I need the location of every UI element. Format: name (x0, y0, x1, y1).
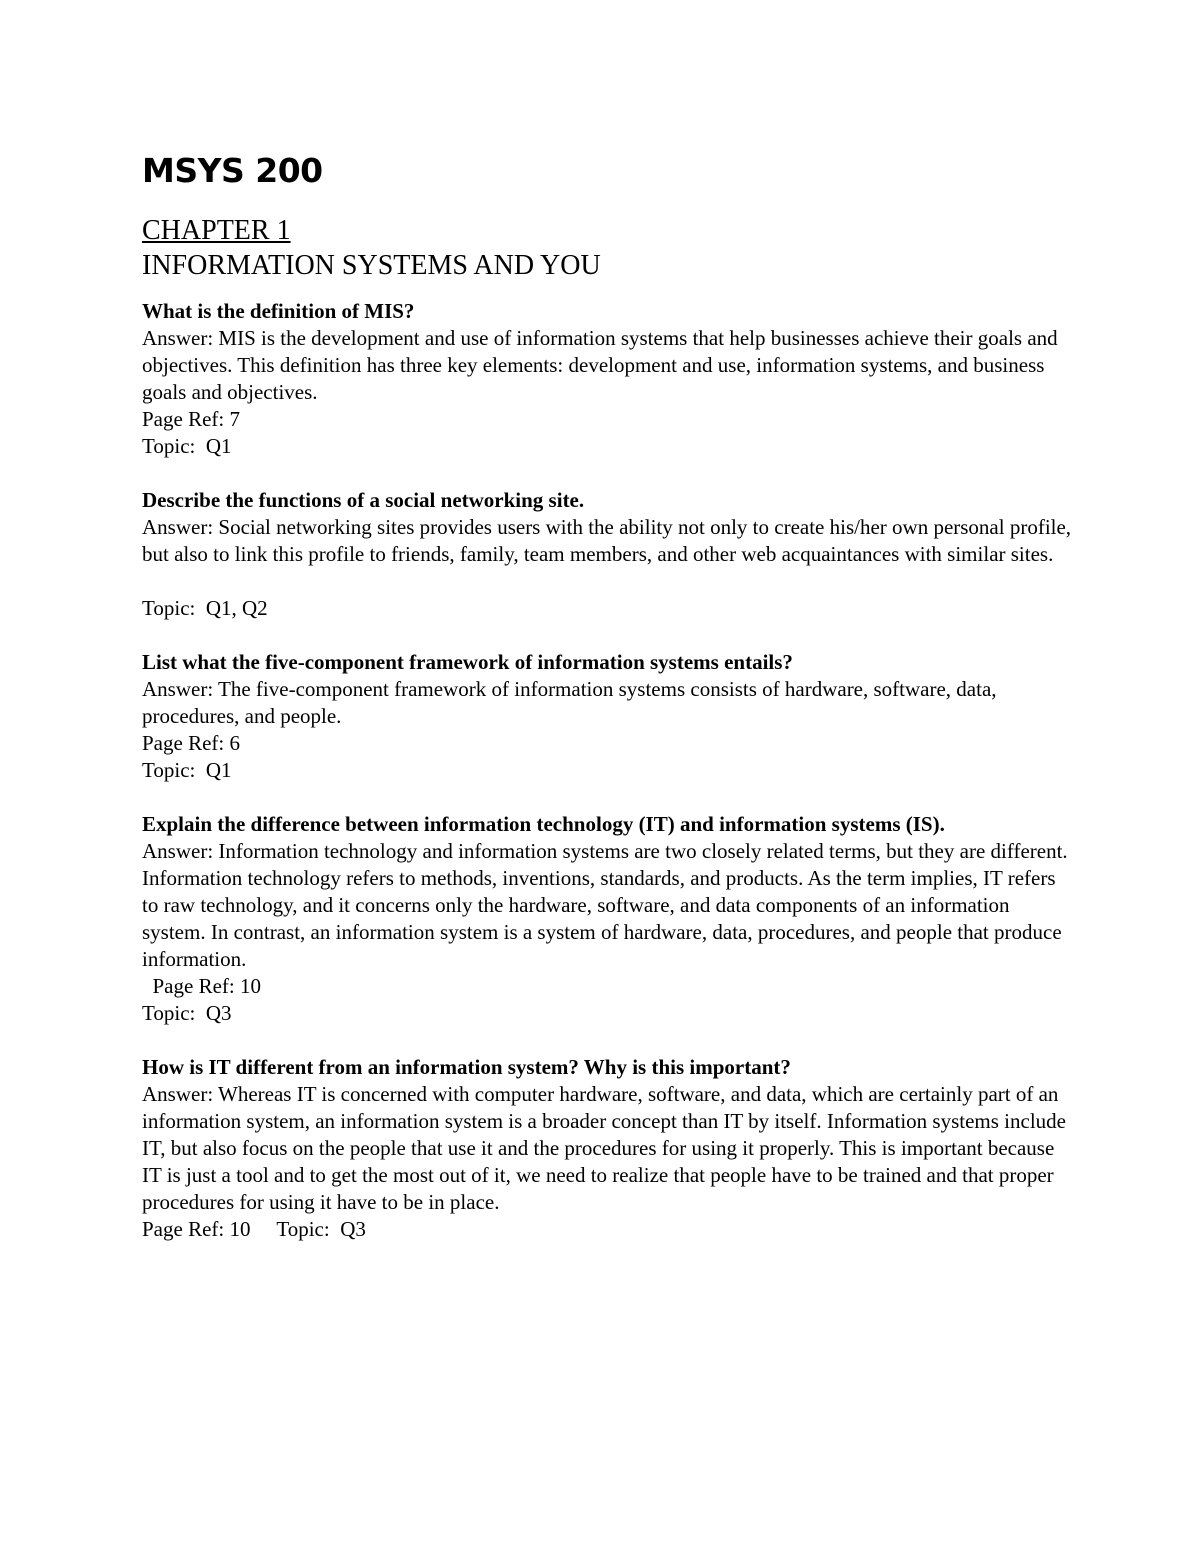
qa-item-4 (142, 811, 1072, 1027)
answer-text: Answer: The five-component framework of information systems consists of hardware, software, data, procedures, and people. (142, 677, 997, 728)
chapter-label: CHAPTER 1 (142, 215, 291, 246)
qa-item-1 (142, 298, 1072, 460)
course-title: MSYS 200 (142, 151, 323, 190)
answer-text: Answer: Whereas IT is concerned with computer hardware, software, and data, which are certainly part of an information system, an information system is a broader concept than IT by itself. Information systems include IT, but also focus on the people that use it and the procedures for using it properly. This is important because IT is just a tool and to get the most out of it, we need to realize that people have to be trained and that proper procedures for using it have to be in place. (142, 1082, 1066, 1214)
page-ref: Page Ref: 6 (142, 731, 240, 755)
topic: Topic: Q1, Q2 (142, 596, 268, 620)
page-ref: Page Ref: 7 (142, 407, 240, 431)
topic: Topic: Q1 (142, 758, 232, 782)
question-text: How is IT different from an information system? Why is this important? (142, 1055, 791, 1079)
question-text: What is the definition of MIS? (142, 299, 415, 323)
page-ref-topic: Page Ref: 10 Topic: Q3 (142, 1217, 366, 1241)
qa-item-3 (142, 649, 1072, 784)
qa-item-2 (142, 487, 1072, 622)
chapter-title: INFORMATION SYSTEMS AND YOU (142, 250, 601, 281)
document-page (142, 148, 1072, 1270)
answer-text: Answer: Social networking sites provides users with the ability not only to create his/her own personal profile, but also to link this profile to friends, family, team members, and other web acquaintances with similar sites. (142, 515, 1072, 566)
qa-item-5 (142, 1054, 1072, 1243)
topic: Topic: Q1 (142, 434, 232, 458)
topic: Topic: Q3 (142, 1001, 232, 1025)
question-text: Describe the functions of a social networking site. (142, 488, 585, 512)
question-text: List what the five-component framework of information systems entails? (142, 650, 793, 674)
answer-text: Answer: Information technology and information systems are two closely related terms, but they are different. Information technology refers to methods, inventions, standards, and products. As the term implies, IT refers to raw technology, and it concerns only the hardware, software, and data components of an information system. In contrast, an information system is a system of hardware, data, procedures, and people that produce information. (142, 839, 1068, 971)
blank-line (142, 568, 1072, 595)
page-ref: Page Ref: 10 (142, 974, 261, 998)
question-text: Explain the difference between information technology (IT) and information systems (IS). (142, 812, 945, 836)
answer-text: Answer: MIS is the development and use of information systems that help businesses achieve their goals and objectives. This definition has three key elements: development and use, information systems, and business goals and objectives. (142, 326, 1058, 404)
